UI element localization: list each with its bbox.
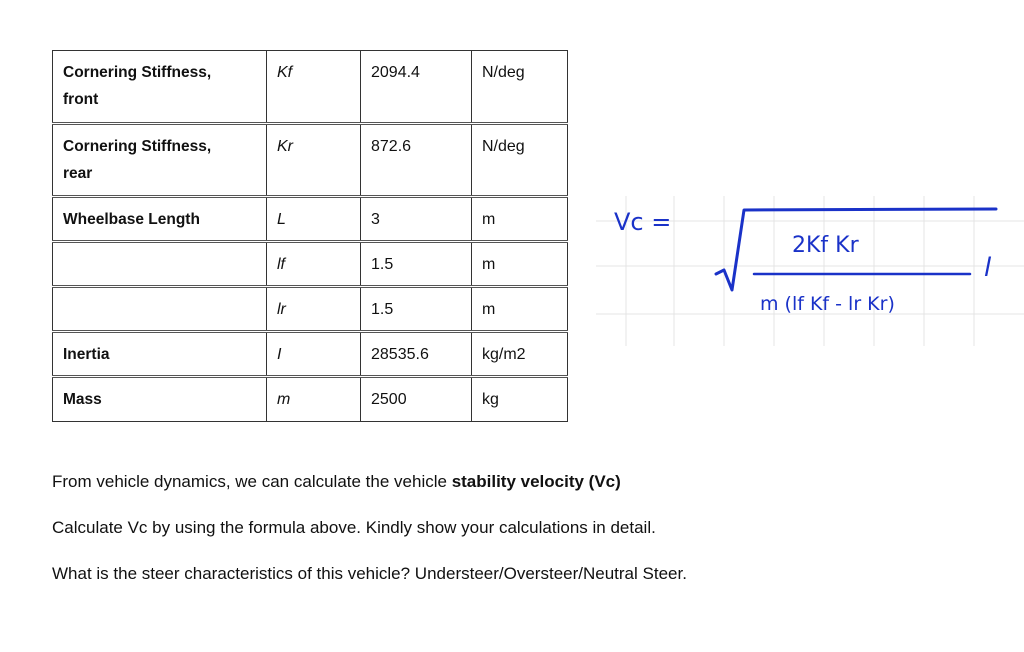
table-row [53,197,568,242]
param-label: Wheelbase Length [53,197,267,242]
param-symbol: m [267,377,361,422]
table-row [53,332,568,377]
intro-line: From vehicle dynamics, we can calculate the vehicle stability velocity (Vc) [52,472,621,491]
param-symbol: L [267,197,361,242]
param-value: 3 [361,197,472,242]
formula-numerator: 2Kf Kr [792,233,859,258]
param-label: Mass [53,377,267,422]
param-unit: m [472,197,568,242]
param-value: 2094.4 [361,51,472,124]
param-value: 1.5 [361,287,472,332]
param-symbol: lf [267,242,361,287]
table-row [53,51,568,124]
calculation-instruction: Calculate Vc by using the formula above. Kindly show your calculations in detail. [52,518,656,537]
steer-question: What is the steer characteristics of this vehicle? Understeer/Oversteer/Neutral Steer. [52,564,687,583]
param-value: 28535.6 [361,332,472,377]
table-row [53,377,568,422]
table-row [53,124,568,197]
param-value: 2500 [361,377,472,422]
formula-lhs: Vc = [614,208,672,236]
stability-velocity-term: stability velocity (Vc) [451,472,621,491]
param-symbol: I [267,332,361,377]
param-label: Cornering Stiffness, front [53,51,267,124]
param-label: Inertia [53,332,267,377]
parameters-table [52,50,568,422]
formula-drawing [596,196,1024,346]
table-row [53,287,568,332]
param-symbol: Kf [267,51,361,124]
param-value: 872.6 [361,124,472,197]
question-text [52,470,687,608]
param-symbol: lr [267,287,361,332]
param-unit: N/deg [472,51,568,124]
param-label: Cornering Stiffness, rear [53,124,267,197]
param-unit: kg [472,377,568,422]
param-value: 1.5 [361,242,472,287]
param-label [53,242,267,287]
param-unit: N/deg [472,124,568,197]
table-row [53,242,568,287]
param-symbol: Kr [267,124,361,197]
formula-trailing-symbol: l [984,253,992,283]
param-label [53,287,267,332]
formula-denominator: m (lf Kf - lr Kr) [760,293,895,315]
param-unit: m [472,242,568,287]
stability-velocity-formula [596,196,1024,346]
param-unit: kg/m2 [472,332,568,377]
param-unit: m [472,287,568,332]
